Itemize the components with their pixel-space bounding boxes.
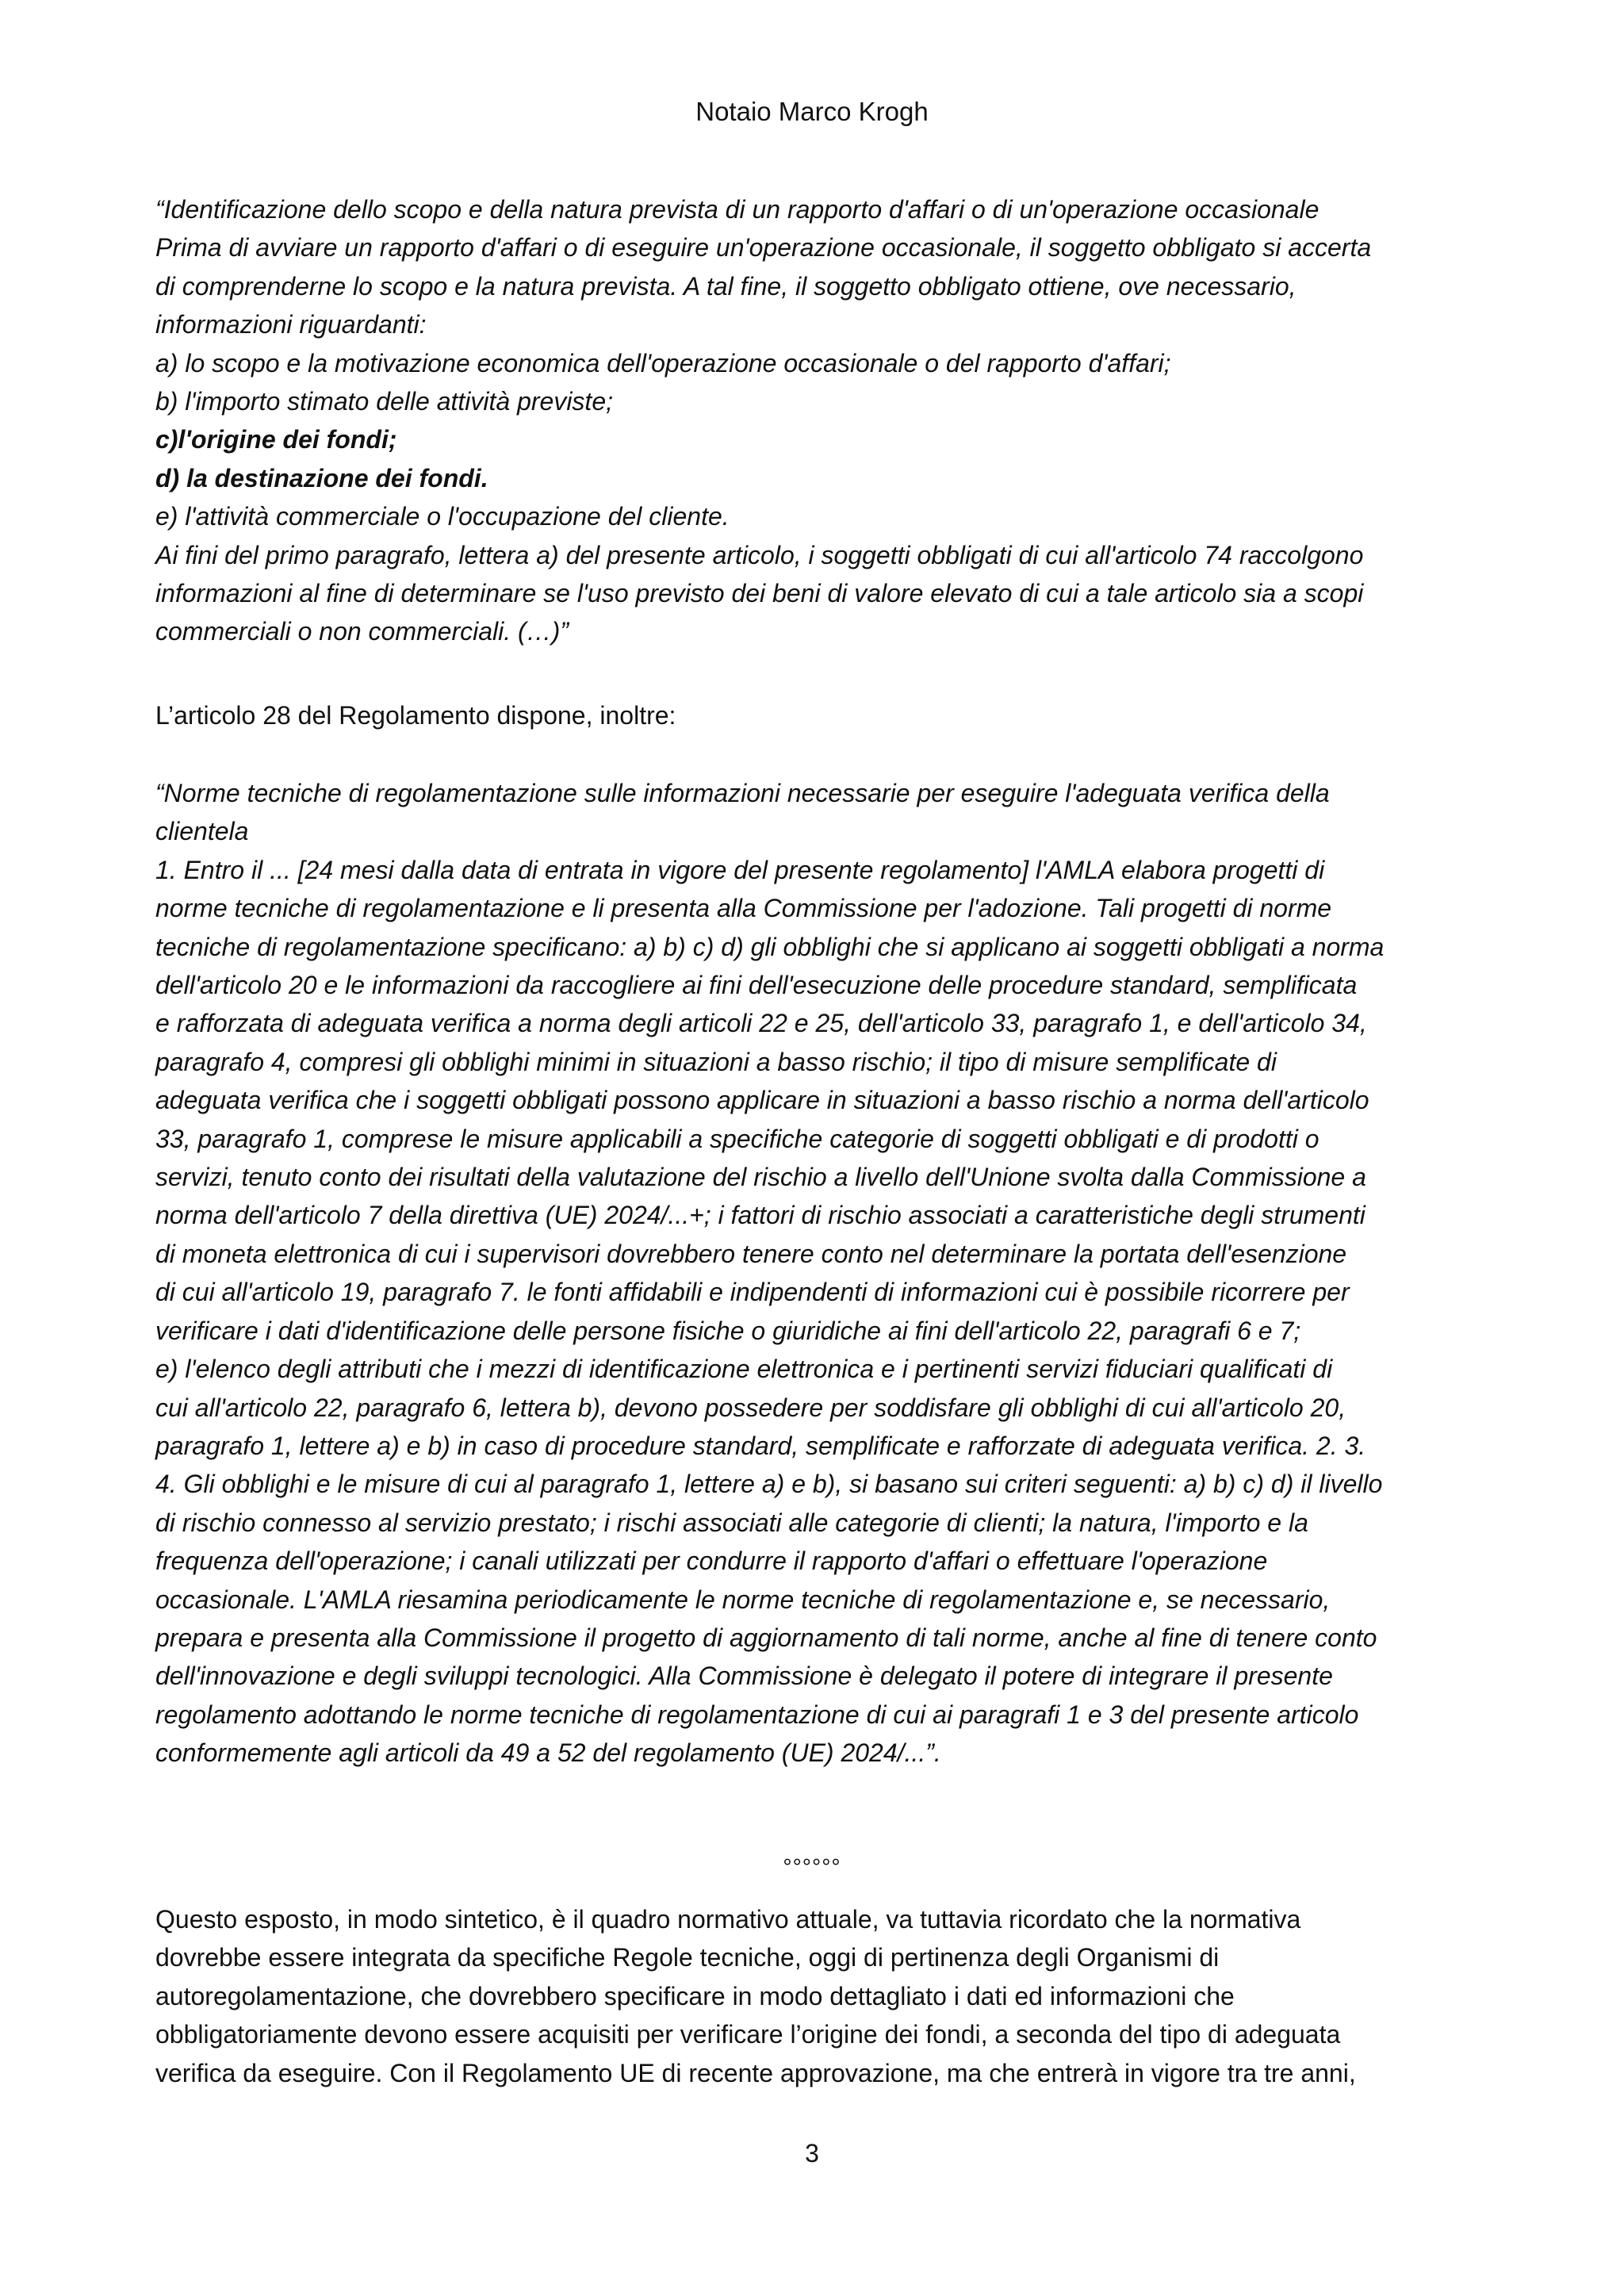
quote2-line: 4. Gli obblighi e le misure di cui al paragrafo 1, lettere a) e b), si basano sui criteri seguenti: a) b) c) d) il livello bbox=[155, 1470, 1383, 1499]
quote1-line: di comprenderne lo scopo e la natura prevista. A tal fine, il soggetto obbligato ottiene, ove necessario, bbox=[155, 271, 1297, 301]
quote2-line: adeguata verifica che i soggetti obbligati possono applicare in situazioni a basso rischio a norma dell'articolo bbox=[155, 1086, 1369, 1115]
quote2-line: regolamento adottando le norme tecniche di regolamentazione di cui ai paragrafi 1 e 3 del presente articolo bbox=[155, 1700, 1359, 1729]
quote-article-28 bbox=[155, 774, 1472, 1773]
closing-line: dovrebbe essere integrata da specifiche Regole tecniche, oggi di pertinenza degli Organismi di bbox=[155, 1943, 1220, 1972]
intro-article-28 bbox=[155, 696, 1472, 734]
quote-article-identification bbox=[155, 190, 1472, 651]
page-number: 3 bbox=[805, 2139, 819, 2168]
quote1-closing-line: commerciali o non commerciali. (…)” bbox=[155, 617, 569, 646]
quote2-line: norma dell'articolo 7 della direttiva (UE) 2024/...+; i fattori di rischio associati a caratteristiche degli strumenti bbox=[155, 1201, 1365, 1230]
quote2-line: frequenza dell'operazione; i canali utilizzati per condurre il rapporto d'affari o effettuare l'operazione bbox=[155, 1547, 1268, 1576]
quote2-line: tecniche di regolamentazione specificano: a) b) c) d) gli obblighi che si applicano ai soggetti obbligati a norma bbox=[155, 932, 1385, 961]
quote1-line: b) l'importo stimato delle attività previste; bbox=[155, 387, 613, 416]
quote2-line: cui all'articolo 22, paragrafo 6, lettera b), devono possedere per soddisfare gli obblighi di cui all'articolo 20, bbox=[155, 1393, 1346, 1422]
quote2-line: “Norme tecniche di regolamentazione sulle informazioni necessarie per eseguire l'adeguata verifica della bbox=[155, 779, 1330, 807]
closing-line: autoregolamentazione, che dovrebbero specificare in modo dettagliato i dati ed informazioni che bbox=[155, 1981, 1235, 2010]
closing-paragraph bbox=[155, 1900, 1472, 2092]
intro-text: L’articolo 28 del Regolamento dispone, inoltre: bbox=[155, 701, 676, 730]
quote2-line: prepara e presenta alla Commissione il progetto di aggiornamento di tali norme, anche al fine di tenere conto bbox=[155, 1623, 1377, 1652]
quote2-line: e) l'elenco degli attributi che i mezzi di identificazione elettronica e i pertinenti servizi fiduciari qualificati di bbox=[155, 1355, 1333, 1384]
quote1-line: “Identificazione dello scopo e della natura prevista di un rapporto d'affari o di un'operazione occasionale bbox=[155, 195, 1320, 224]
page-header: Notaio Marco Krogh bbox=[695, 97, 929, 126]
closing-line: obbligatoriamente devono essere acquisiti per verificare l’origine dei fondi, a seconda del tipo di adeguata bbox=[155, 2020, 1341, 2049]
quote2-line: 1. Entro il ... [24 mesi dalla data di entrata in vigore del presente regolamento] l'AMLA elabora progetti di bbox=[155, 855, 1325, 884]
quote1-closing-line: Ai fini del primo paragrafo, lettera a) del presente articolo, i soggetti obbligati di cui all'articolo 74 raccolgono bbox=[155, 540, 1364, 569]
quote2-line: occasionale. L'AMLA riesamina periodicamente le norme tecniche di regolamentazione e, se necessario, bbox=[155, 1585, 1331, 1614]
quote2-line: e rafforzata di adeguata verifica a norma degli articoli 22 e 25, dell'articolo 33, paragrafo 1, e dell'articolo 34, bbox=[155, 1009, 1367, 1038]
quote2-line: paragrafo 4, compresi gli obblighi minimi in situazioni a basso rischio; il tipo di misure semplificate di bbox=[155, 1047, 1277, 1076]
quote1-line: informazioni riguardanti: bbox=[155, 310, 427, 339]
quote2-line: conformemente agli articoli da 49 a 52 del regolamento (UE) 2024/...”. bbox=[155, 1738, 941, 1768]
quote1-line: Prima di avviare un rapporto d'affari o di eseguire un'operazione occasionale, il soggetto obbligato si accerta bbox=[155, 233, 1372, 263]
quote2-line: dell'innovazione e degli sviluppi tecnologici. Alla Commissione è delegato il potere di integrare il presente bbox=[155, 1662, 1333, 1691]
quote1-item-e: e) l'attività commerciale o l'occupazione del cliente. bbox=[155, 502, 730, 531]
quote2-line: verificare i dati d'identificazione delle persone fisiche o giuridiche ai fini dell'articolo 22, paragrafi 6 e 7; bbox=[155, 1316, 1301, 1345]
closing-line: verifica da eseguire. Con il Regolamento UE di recente approvazione, ma che entrerà in vigore tra tre anni, bbox=[155, 2058, 1356, 2087]
closing-line: Questo esposto, in modo sintetico, è il quadro normativo attuale, va tuttavia ricordato che la normativa bbox=[155, 1905, 1301, 1934]
quote2-line: di rischio connesso al servizio prestato; i rischi associati alle categorie di clienti; la natura, l'importo e la bbox=[155, 1508, 1308, 1537]
section-separator: °°°°°° bbox=[783, 1854, 841, 1879]
quote2-line: di cui all'articolo 19, paragrafo 7. le fonti affidabili e indipendenti di informazioni cui è possibile ricorrere per bbox=[155, 1278, 1350, 1307]
quote2-line: dell'articolo 20 e le informazioni da raccogliere ai fini dell'esecuzione delle procedure standard, semplificata bbox=[155, 971, 1358, 1000]
quote2-line: 33, paragrafo 1, comprese le misure applicabili a specifiche categorie di soggetti obbligati e di prodotti o bbox=[155, 1124, 1320, 1153]
quote2-line: servizi, tenuto conto dei risultati della valutazione del rischio a livello dell'Unione svolta dalla Commissione a bbox=[155, 1163, 1366, 1192]
quote1-closing-line: informazioni al fine di determinare se l'uso previsto dei beni di valore elevato di cui a tale articolo sia a scopi bbox=[155, 579, 1364, 608]
quote1-item-d: d) la destinazione dei fondi. bbox=[155, 463, 488, 493]
quote2-line: clientela bbox=[155, 817, 249, 846]
quote1-line: a) lo scopo e la motivazione economica dell'operazione occasionale o del rapporto d'affari; bbox=[155, 348, 1171, 378]
quote2-line: norme tecniche di regolamentazione e li presenta alla Commissione per l'adozione. Tali progetti di norme bbox=[155, 894, 1332, 923]
quote1-item-c: c)l'origine dei fondi; bbox=[155, 425, 397, 454]
quote2-line: di moneta elettronica di cui i supervisori dovrebbero tenere conto nel determinare la portata dell'esenzione bbox=[155, 1239, 1347, 1268]
quote2-line: paragrafo 1, lettere a) e b) in caso di procedure standard, semplificate e rafforzate di adeguata verifica. 2. 3. bbox=[155, 1431, 1366, 1460]
